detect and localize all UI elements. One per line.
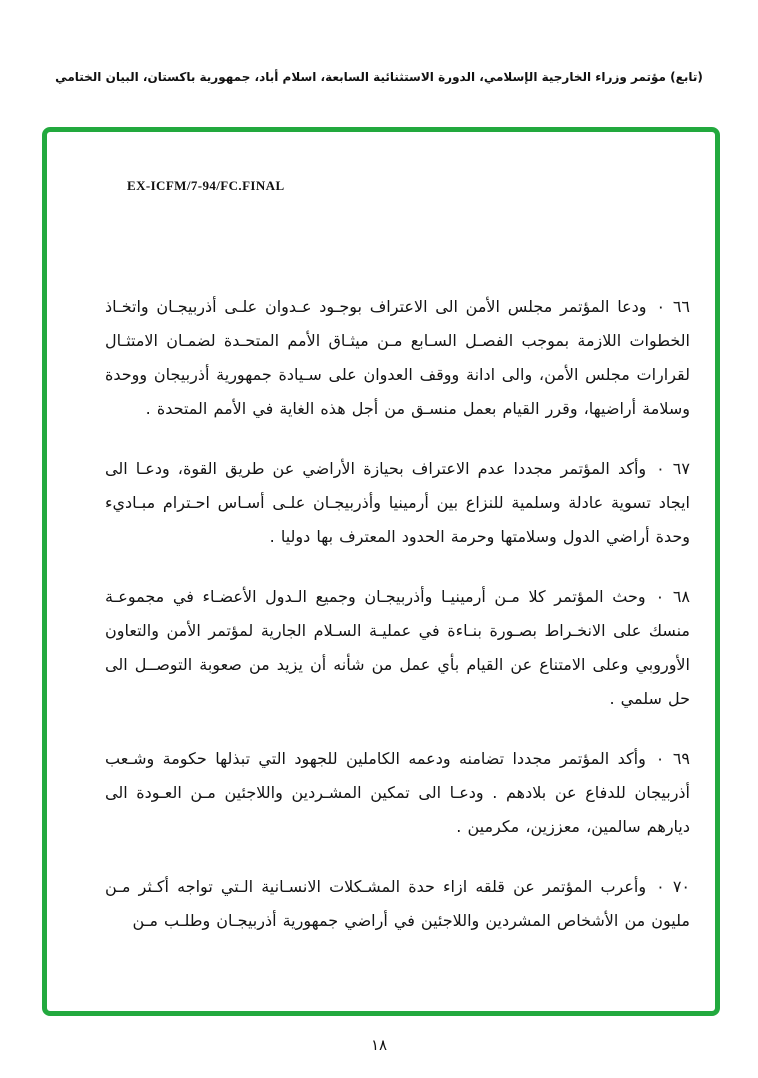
paragraph: ٦٧ ٠وأكد المؤتمر مجددا عدم الاعتراف بحيازة الأراضي عن طريق القوة، ودعـا الى ايجاد تسوية عادلة وسلمية للنزاع بين أرمينيا وأذربيجـان علـى أسـاس احـترام مبـاديء وحدة أراضي الدول وسلامتها وحرمة الحدود المعترف بها دوليا . [105, 459, 690, 546]
paragraph-number: ٦٩ ٠ [655, 749, 690, 768]
paragraph-number: ٦٦ ٠ [656, 297, 690, 316]
paragraph: ٦٦ ٠ودعا المؤتمر مجلس الأمن الى الاعتراف بوجـود عـدوان علـى أذربيجـان واتخـاذ الخطوات اللازمة بموجب الفصـل السـابع مـن ميثـاق الأمم المتحـدة لضمـان الامتثـال لقرارات مجلس الأمن، والى ادانة ووقف العدوان على سـيادة جمهورية أذربيجان ووحدة وسلامة أراضيها، وقرر القيام بعمل منسـق من أجل هذه الغاية في الأمم المتحدة . [105, 297, 690, 418]
reference-code: EX-ICFM/7-94/FC.FINAL [127, 178, 285, 193]
paragraph: ٦٩ ٠وأكد المؤتمر مجددا تضامنه ودعمه الكاملين للجهود التي تبذلها حكومة وشـعب أذربيجان للدفاع عن بلادهم . ودعـا الى تمكين المشـردين واللاجئين مـن العـودة الى ديارهم سالمين، معززين، مكرمين . [105, 749, 690, 836]
document-header: (تابع) مؤتمر وزراء الخارجية الإسلامي، الدورة الاستثنائية السابعة، اسلام أباد، جمهورية باكستان، البيان الختامي [55, 70, 703, 84]
paragraph-number: ٦٧ ٠ [656, 459, 690, 478]
document-body [105, 290, 690, 938]
paragraph-number: ٦٨ ٠ [655, 587, 690, 606]
page-number: ١٨ [370, 1036, 388, 1054]
paragraph: ٦٨ ٠وحث المؤتمر كلا مـن أرمينيـا وأذربيجـان وجميع الـدول الأعضـاء في مجموعـة منسك على الانخـراط بصـورة بنـاءة في عمليـة السـلام الجارية لمؤتمر الأمن والتعاون الأوروبي وعلى الامتناع عن القيام بأي عمل من شأنه أن يزيد من صعوبة التوصــل الى حل سلمي . [105, 587, 690, 708]
green-border-frame [42, 127, 720, 1016]
paragraph: ٧٠ ٠وأعرب المؤتمر عن قلقه ازاء حدة المشـكلات الانسـانية الـتي تواجه أكـثر مـن مليون من الأشخاص المشردين واللاجئين في أراضي جمهورية أذربيجـان وطلـب مـن [105, 877, 691, 930]
paragraph-number: ٧٠ ٠ [656, 877, 691, 896]
